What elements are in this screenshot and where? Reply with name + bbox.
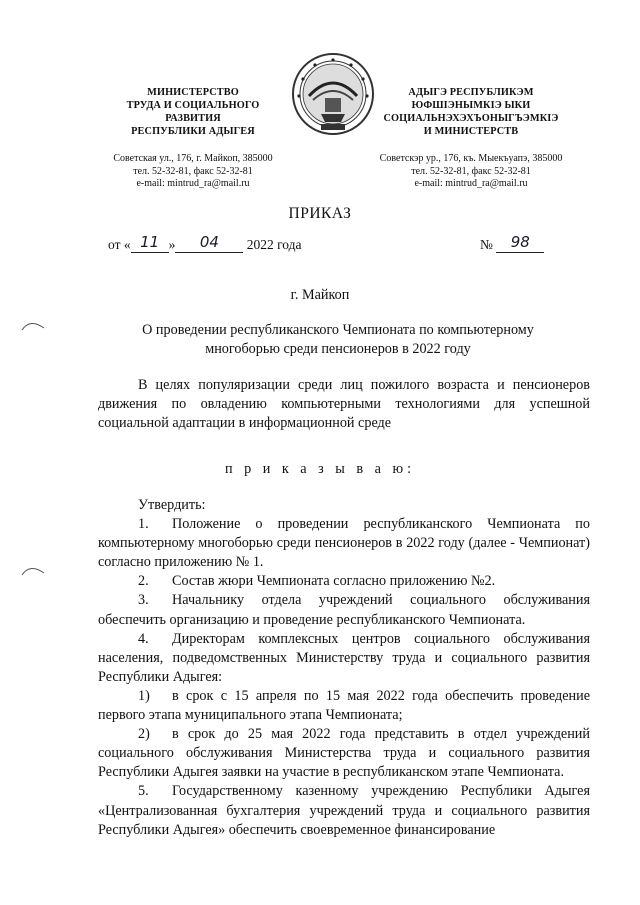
item-text: Положение о проведении республиканского Чемпионата по компьютерному многоборью среди пенсионеров в 2022 году (далее - Чемпионат) согласно приложению № 1.: [98, 516, 590, 571]
number-value: 98: [510, 233, 530, 251]
number-field: [496, 233, 544, 253]
preamble: В целях популяризации среди лиц пожилого возраста и пенсионеров движения по овладению компьютерными технологиями для успешной социальной адаптации в информационной среде: [98, 377, 590, 432]
ministry-name-ady: [362, 86, 580, 138]
org-line: РЕСПУБЛИКИ АДЫГЕЯ: [131, 126, 255, 137]
address: Советская ул., 176, г. Майкоп, 385000: [113, 153, 273, 164]
org-line: МИНИСТЕРСТВО: [147, 87, 239, 98]
list-item: [98, 630, 590, 687]
item-number: 4.: [138, 630, 149, 647]
date-prefix: от «: [108, 237, 131, 252]
org-line: И МИНИСТЕРСТВ: [423, 126, 519, 137]
org-line: АДЫГЭ РЕСПУБЛИКЭМ: [408, 87, 534, 98]
phone: тел. 52-32-81, факс 52-32-81: [411, 165, 531, 177]
approve-label: Утвердить:: [138, 497, 206, 513]
date-month: 04: [199, 233, 219, 251]
org-line: СОЦИАЛЬНЭХЭХЪОНЫГЪЭМКІЭ: [383, 113, 559, 124]
phone: тел. 52-32-81, факс 52-32-81: [133, 165, 253, 177]
list-item: [98, 515, 590, 572]
document-title: ПРИКАЗ: [288, 205, 352, 222]
subject-line: многоборью среди пенсионеров в 2022 году: [205, 341, 471, 357]
punch-mark: [20, 318, 46, 332]
punch-mark: [20, 563, 46, 577]
item-text: Государственному казенному учреждению Республики Адыгея «Централизованная бухгалтерия учреждений труда и социального развития Республики Адыгея» обеспечить своевременное финансирование: [98, 783, 590, 838]
header-left: [88, 86, 298, 191]
item-number: 2): [138, 726, 150, 743]
item-text: Состав жюри Чемпионата согласно приложению №2.: [172, 573, 496, 590]
date-year: 2022 года: [246, 237, 302, 252]
ministry-name-ru: [88, 86, 298, 138]
list-item: [98, 591, 590, 629]
list-item: [98, 572, 590, 591]
list-item: [98, 782, 590, 839]
item-text: в срок до 25 мая 2022 года представить в отдел учреждений социального обслуживания Министерства труда и социального развития Республики Адыгея заявки на участие в республиканском этапе Чемпионата.: [98, 726, 590, 781]
number-line: [480, 233, 544, 253]
order-word: п р и к а з ы в а ю:: [224, 461, 416, 477]
item-text: Директорам комплексных центров социального обслуживания населения, подведомственных Министерству труда и социального развития Республики Адыгея:: [98, 630, 590, 685]
email: e-mail: mintrud_ra@mail.ru: [414, 178, 528, 190]
item-number: 3.: [138, 592, 149, 609]
item-text: в срок с 15 апреля по 15 мая 2022 года обеспечить проведение первого этапа муниципального этапа Чемпионата;: [98, 687, 590, 724]
date-day: 11: [140, 233, 160, 251]
order-list: [98, 496, 590, 840]
contact-ru: [88, 153, 298, 191]
header-right: [362, 86, 580, 191]
date-month-field: [175, 233, 243, 253]
item-number: 5.: [138, 783, 149, 800]
city: г. Майкоп: [290, 287, 350, 303]
org-line: ЮФШІЭНЫМКІЭ ЫКИ: [411, 100, 531, 111]
number-prefix: №: [480, 237, 493, 252]
address: Советскэр ур., 176, къ. Мыекъуапэ, 385000: [379, 153, 563, 164]
email: e-mail: mintrud_ra@mail.ru: [136, 178, 250, 190]
contact-ady: [362, 153, 580, 191]
item-text: Начальнику отдела учреждений социального обслуживания обеспечить организацию и проведение республиканского Чемпионата.: [98, 592, 590, 628]
item-number: 2.: [138, 573, 149, 590]
date-day-field: [131, 233, 169, 253]
date-mid: »: [168, 237, 176, 252]
item-number: 1.: [138, 516, 149, 533]
list-item: [98, 687, 590, 725]
item-number: 1): [138, 687, 150, 704]
date-line: [108, 233, 302, 253]
list-item: [98, 725, 590, 782]
subject-line: О проведении республиканского Чемпионата по компьютерному: [142, 322, 534, 338]
org-line: ТРУДА И СОЦИАЛЬНОГО: [126, 100, 260, 111]
org-line: РАЗВИТИЯ: [165, 113, 221, 124]
subject: [118, 321, 558, 359]
